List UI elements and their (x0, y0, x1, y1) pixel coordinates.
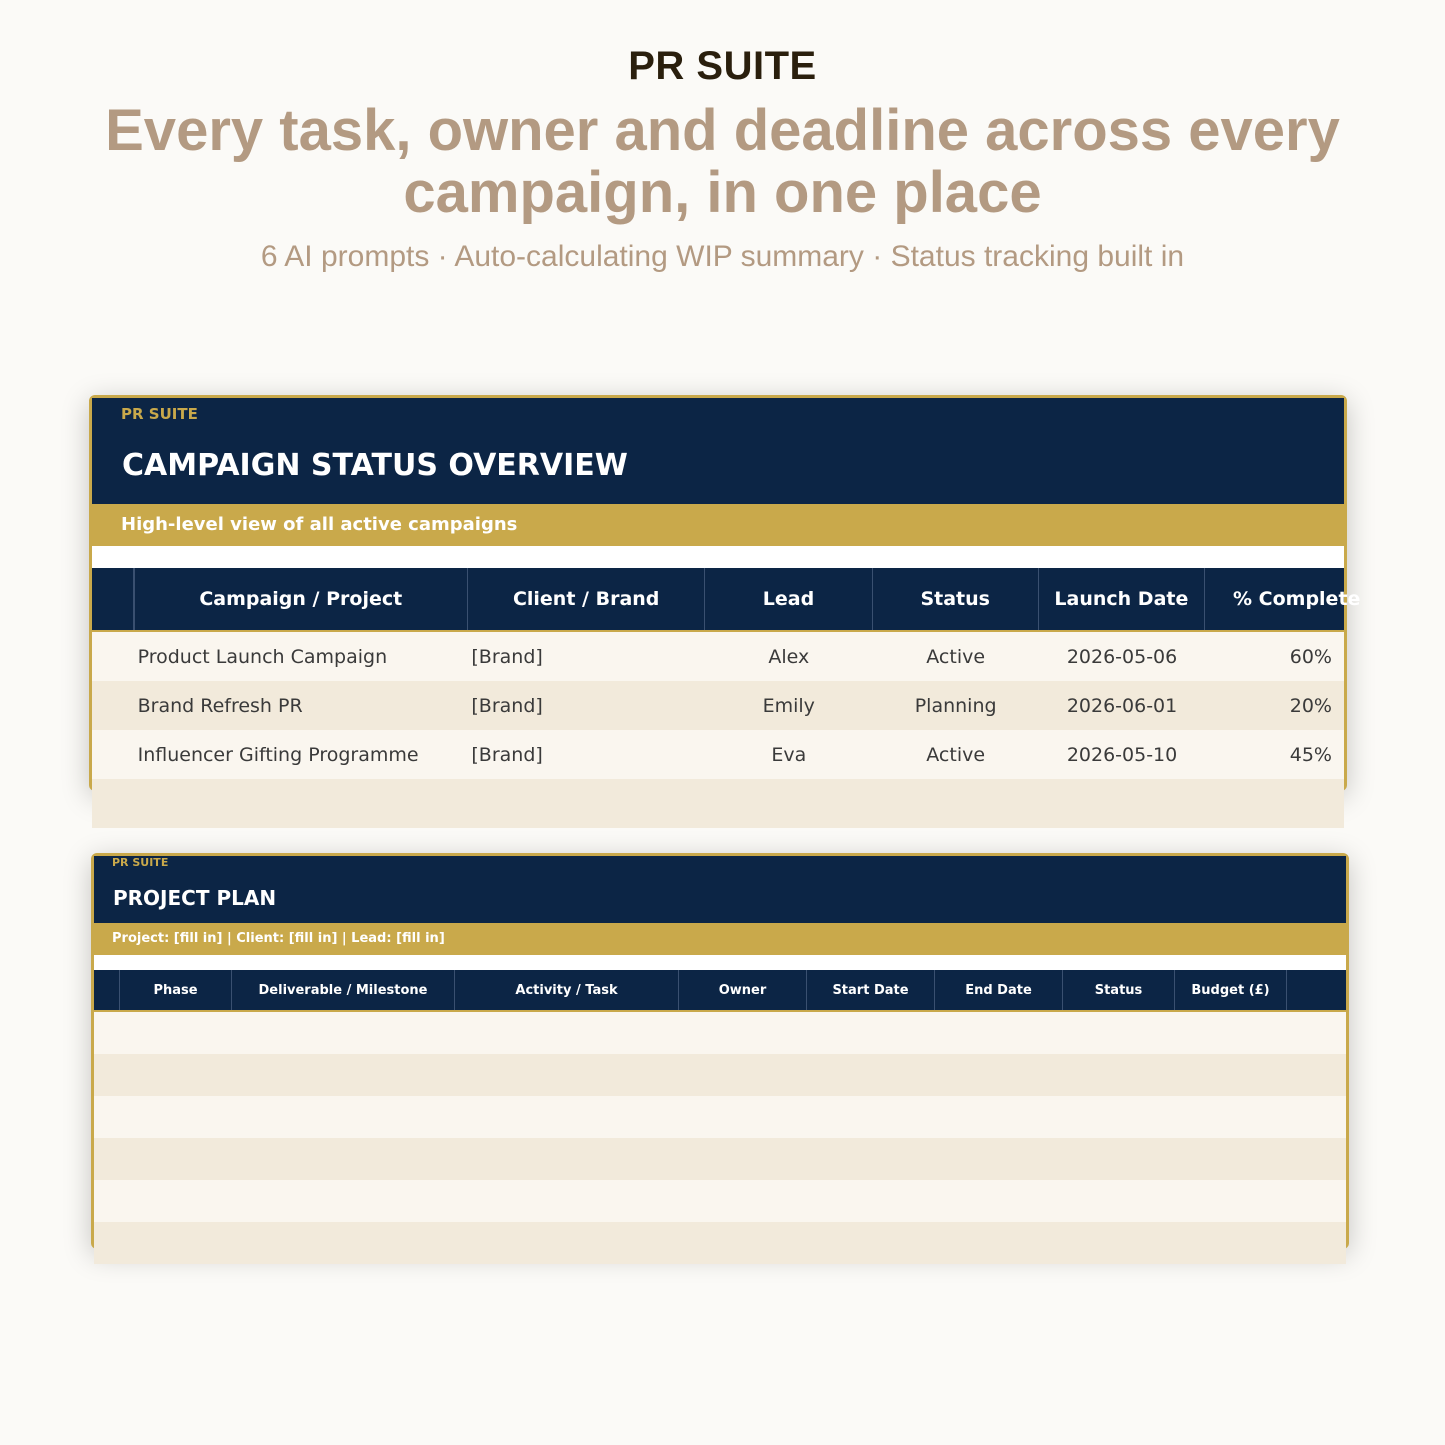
cell-lead[interactable]: Eva (771, 743, 807, 766)
header-cell-launch-date[interactable]: Launch Date (1038, 568, 1204, 630)
header-cell-status[interactable]: Status (872, 568, 1038, 630)
table-row-empty[interactable] (94, 1222, 1346, 1264)
cell-status[interactable]: Active (926, 743, 986, 766)
header-cell-deliverable[interactable]: Deliverable / Milestone (231, 970, 454, 1010)
sheet-subtitle: High-level view of all active campaigns (92, 504, 1344, 546)
spacer-row (94, 955, 1346, 970)
headline: Every task, owner and deadline across every campaign, in one place (105, 98, 1340, 225)
header-cell-blank[interactable] (94, 970, 119, 1010)
row-gutter-cell[interactable] (92, 632, 134, 681)
table-header (94, 970, 1346, 1012)
cell-complete[interactable]: 45% (1289, 743, 1332, 766)
cell-client[interactable]: [Brand] (471, 645, 543, 668)
sheet-brand: PR SUITE (121, 405, 198, 423)
header-cell-status[interactable]: Status (1062, 970, 1174, 1010)
campaign-status-sheet (89, 395, 1361, 791)
cell-complete[interactable]: 60% (1289, 645, 1332, 668)
header-cell-phase[interactable]: Phase (119, 970, 231, 1010)
sheet-header (94, 856, 1346, 923)
cell-client[interactable]: [Brand] (471, 694, 543, 717)
header-cell-start-date[interactable]: Start Date (806, 970, 934, 1010)
table-row-empty (92, 779, 1344, 828)
table-row (92, 632, 1344, 681)
cell-launch-date[interactable]: 2026-05-06 (1066, 645, 1178, 668)
table-row-empty[interactable] (94, 1096, 1346, 1138)
header-cell-blank[interactable] (92, 568, 134, 630)
cell-status[interactable]: Planning (914, 694, 997, 717)
header-cell-client[interactable]: Client / Brand (467, 568, 704, 630)
cell-status[interactable]: Active (926, 645, 986, 668)
sheet-brand: PR SUITE (112, 856, 169, 869)
cell-complete[interactable]: 20% (1289, 694, 1332, 717)
header-cell-end-date[interactable]: End Date (934, 970, 1062, 1010)
spacer-row (92, 546, 1344, 568)
header-cell-activity[interactable]: Activity / Task (454, 970, 678, 1010)
table-row (92, 681, 1344, 730)
header-cell-owner[interactable]: Owner (678, 970, 806, 1010)
cell-launch-date[interactable]: 2026-05-10 (1066, 743, 1178, 766)
header-cell-complete[interactable]: % Complete (1204, 568, 1344, 630)
cell-campaign[interactable]: Product Launch Campaign (137, 645, 388, 668)
table-row-empty[interactable] (94, 1054, 1346, 1096)
cell-lead[interactable]: Emily (762, 694, 815, 717)
table-header (92, 568, 1361, 632)
sheet-title: CAMPAIGN STATUS OVERVIEW (122, 448, 628, 483)
cell-campaign[interactable]: Influencer Gifting Programme (137, 743, 419, 766)
cell-campaign[interactable]: Brand Refresh PR (137, 694, 303, 717)
table-row-empty[interactable] (94, 1138, 1346, 1180)
cell-launch-date[interactable]: 2026-06-01 (1066, 694, 1178, 717)
table-row-empty[interactable] (94, 1012, 1346, 1054)
row-gutter-cell[interactable] (92, 730, 134, 779)
brand-title: PR SUITE (628, 44, 817, 88)
project-plan-sheet (91, 853, 1349, 1249)
header-cell-campaign[interactable]: Campaign / Project (134, 568, 467, 630)
header-cell-blank-end[interactable] (1286, 970, 1346, 1010)
sheet-header (92, 398, 1344, 504)
sheet-subtitle: Project: [fill in] | Client: [fill in] | Lead: [fill in] (94, 923, 1346, 955)
row-gutter-cell[interactable] (92, 681, 134, 730)
cell-lead[interactable]: Alex (768, 645, 810, 668)
cell-client[interactable]: [Brand] (471, 743, 543, 766)
tagline: 6 AI prompts · Auto-calculating WIP summary · Status tracking built in (260, 240, 1185, 273)
header-cell-lead[interactable]: Lead (704, 568, 871, 630)
header-cell-budget[interactable]: Budget (£) (1174, 970, 1286, 1010)
table-row-empty[interactable] (94, 1180, 1346, 1222)
table-row (92, 730, 1344, 779)
sheet-title: PROJECT PLAN (113, 886, 277, 910)
row-gutter-cell[interactable] (92, 779, 134, 828)
